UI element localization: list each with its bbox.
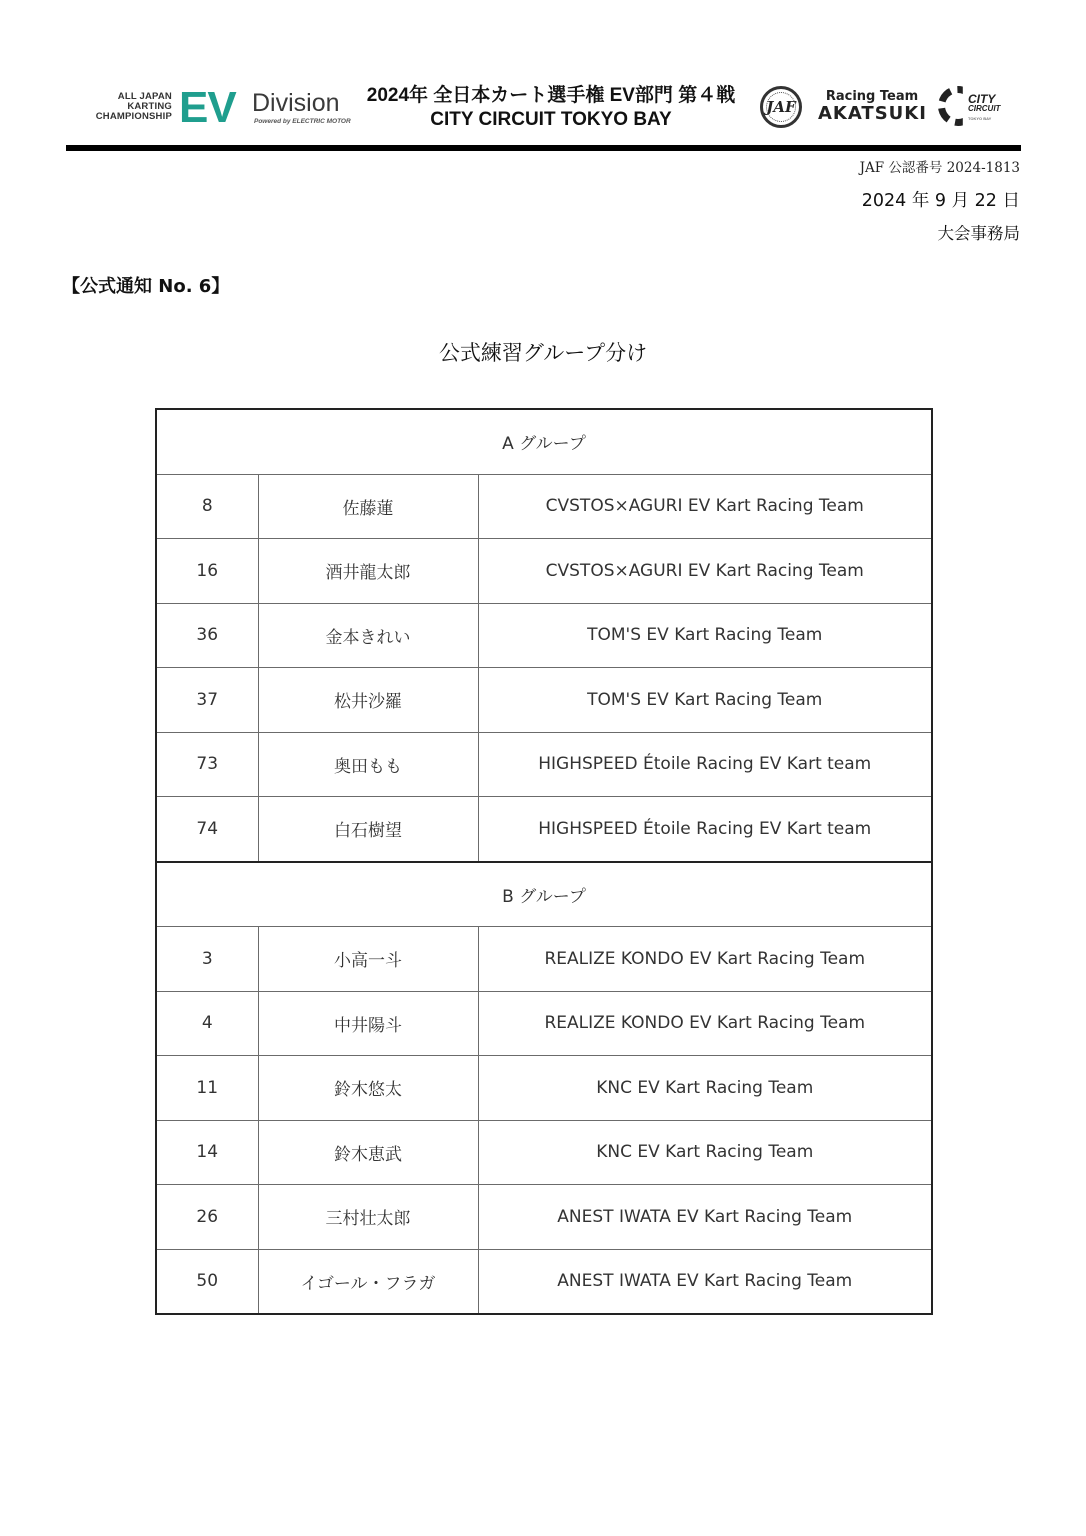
kart-number: 8 bbox=[156, 474, 258, 539]
akatsuki-logo-line2: AKATSUKI bbox=[818, 103, 927, 124]
team-name: ANEST IWATA EV Kart Racing Team bbox=[478, 1185, 932, 1250]
team-name: TOM'S EV Kart Racing Team bbox=[478, 668, 932, 733]
ev-logo-mark: EV bbox=[179, 83, 236, 132]
powered-by-text: Powered by ELECTRIC MOTOR bbox=[254, 118, 351, 125]
ev-division-logo bbox=[80, 83, 355, 136]
driver-name: イゴール・フラガ bbox=[258, 1249, 478, 1314]
group-b-label: B グループ bbox=[156, 862, 932, 927]
kart-number: 11 bbox=[156, 1056, 258, 1121]
event-title-line1: 2024年 全日本カート選手権 EV部門 第４戦 bbox=[366, 85, 736, 106]
driver-name: 松井沙羅 bbox=[258, 668, 478, 733]
team-name: CVSTOS×AGURI EV Kart Racing Team bbox=[478, 474, 932, 539]
kart-number: 26 bbox=[156, 1185, 258, 1250]
team-name: HIGHSPEED Étoile Racing EV Kart team bbox=[478, 797, 932, 862]
table-row bbox=[156, 1249, 932, 1314]
driver-name: 三村壮太郎 bbox=[258, 1185, 478, 1250]
table-row bbox=[156, 991, 932, 1056]
logo-line: ALL JAPAN bbox=[117, 91, 172, 102]
driver-name: 奥田もも bbox=[258, 732, 478, 797]
table-row bbox=[156, 474, 932, 539]
kart-number: 37 bbox=[156, 668, 258, 733]
kart-number: 74 bbox=[156, 797, 258, 862]
championship-logo-text bbox=[80, 92, 172, 122]
team-name: KNC EV Kart Racing Team bbox=[478, 1056, 932, 1121]
kart-number: 4 bbox=[156, 991, 258, 1056]
kart-number: 36 bbox=[156, 603, 258, 668]
event-title-line2: CITY CIRCUIT TOKYO BAY bbox=[430, 109, 672, 130]
group-header-row bbox=[156, 409, 932, 474]
city-logo-line1: CITY bbox=[968, 92, 996, 106]
driver-name: 白石樹望 bbox=[258, 797, 478, 862]
header-divider bbox=[66, 145, 1021, 151]
driver-name: 佐藤蓮 bbox=[258, 474, 478, 539]
kart-number: 14 bbox=[156, 1120, 258, 1185]
kart-number: 16 bbox=[156, 539, 258, 604]
page-title: 公式練習グループ分け bbox=[438, 341, 648, 365]
document-header bbox=[66, 80, 1021, 142]
kart-number: 3 bbox=[156, 927, 258, 992]
team-name: KNC EV Kart Racing Team bbox=[478, 1120, 932, 1185]
driver-name: 鈴木悠太 bbox=[258, 1056, 478, 1121]
akatsuki-logo-line1: Racing Team bbox=[825, 89, 919, 104]
team-name: REALIZE KONDO EV Kart Racing Team bbox=[478, 927, 932, 992]
team-name: TOM'S EV Kart Racing Team bbox=[478, 603, 932, 668]
kart-number: 50 bbox=[156, 1249, 258, 1314]
team-name: HIGHSPEED Étoile Racing EV Kart team bbox=[478, 732, 932, 797]
city-logo-line3: TOKYO BAY bbox=[968, 116, 992, 121]
group-header-row bbox=[156, 862, 932, 927]
practice-groups-table bbox=[155, 408, 933, 1315]
logo-line: KARTING bbox=[127, 101, 172, 112]
driver-name: 鈴木恵武 bbox=[258, 1120, 478, 1185]
driver-name: 小高一斗 bbox=[258, 927, 478, 992]
table-row bbox=[156, 1185, 932, 1250]
division-logo-text: Division bbox=[252, 89, 340, 117]
issue-date: 2024 年 9 月 22 日 bbox=[861, 191, 1020, 211]
akatsuki-logo bbox=[818, 89, 926, 124]
group-a-label: A グループ bbox=[156, 409, 932, 474]
table-row bbox=[156, 927, 932, 992]
event-title bbox=[356, 84, 746, 132]
logo-line: CHAMPIONSHIP bbox=[95, 111, 172, 122]
table-row bbox=[156, 539, 932, 604]
jaf-emblem-icon bbox=[760, 86, 802, 128]
jaf-approval-number: JAF 公認番号 2024-1813 bbox=[859, 160, 1020, 176]
city-circuit-logo bbox=[938, 86, 1016, 130]
driver-name: 金本きれい bbox=[258, 603, 478, 668]
table-row bbox=[156, 1056, 932, 1121]
notice-number: 【公式通知 No. 6】 bbox=[62, 276, 230, 297]
driver-name: 中井陽斗 bbox=[258, 991, 478, 1056]
table-row bbox=[156, 797, 932, 862]
issuer: 大会事務局 bbox=[937, 224, 1020, 243]
table-row bbox=[156, 668, 932, 733]
table-row bbox=[156, 732, 932, 797]
team-name: CVSTOS×AGURI EV Kart Racing Team bbox=[478, 539, 932, 604]
table-row bbox=[156, 1120, 932, 1185]
table-row bbox=[156, 603, 932, 668]
city-logo-line2: CIRCUIT bbox=[968, 104, 1001, 113]
driver-name: 酒井龍太郎 bbox=[258, 539, 478, 604]
jaf-emblem-text: JAF bbox=[766, 98, 796, 116]
document-meta bbox=[860, 158, 1020, 245]
team-name: REALIZE KONDO EV Kart Racing Team bbox=[478, 991, 932, 1056]
kart-number: 73 bbox=[156, 732, 258, 797]
team-name: ANEST IWATA EV Kart Racing Team bbox=[478, 1249, 932, 1314]
